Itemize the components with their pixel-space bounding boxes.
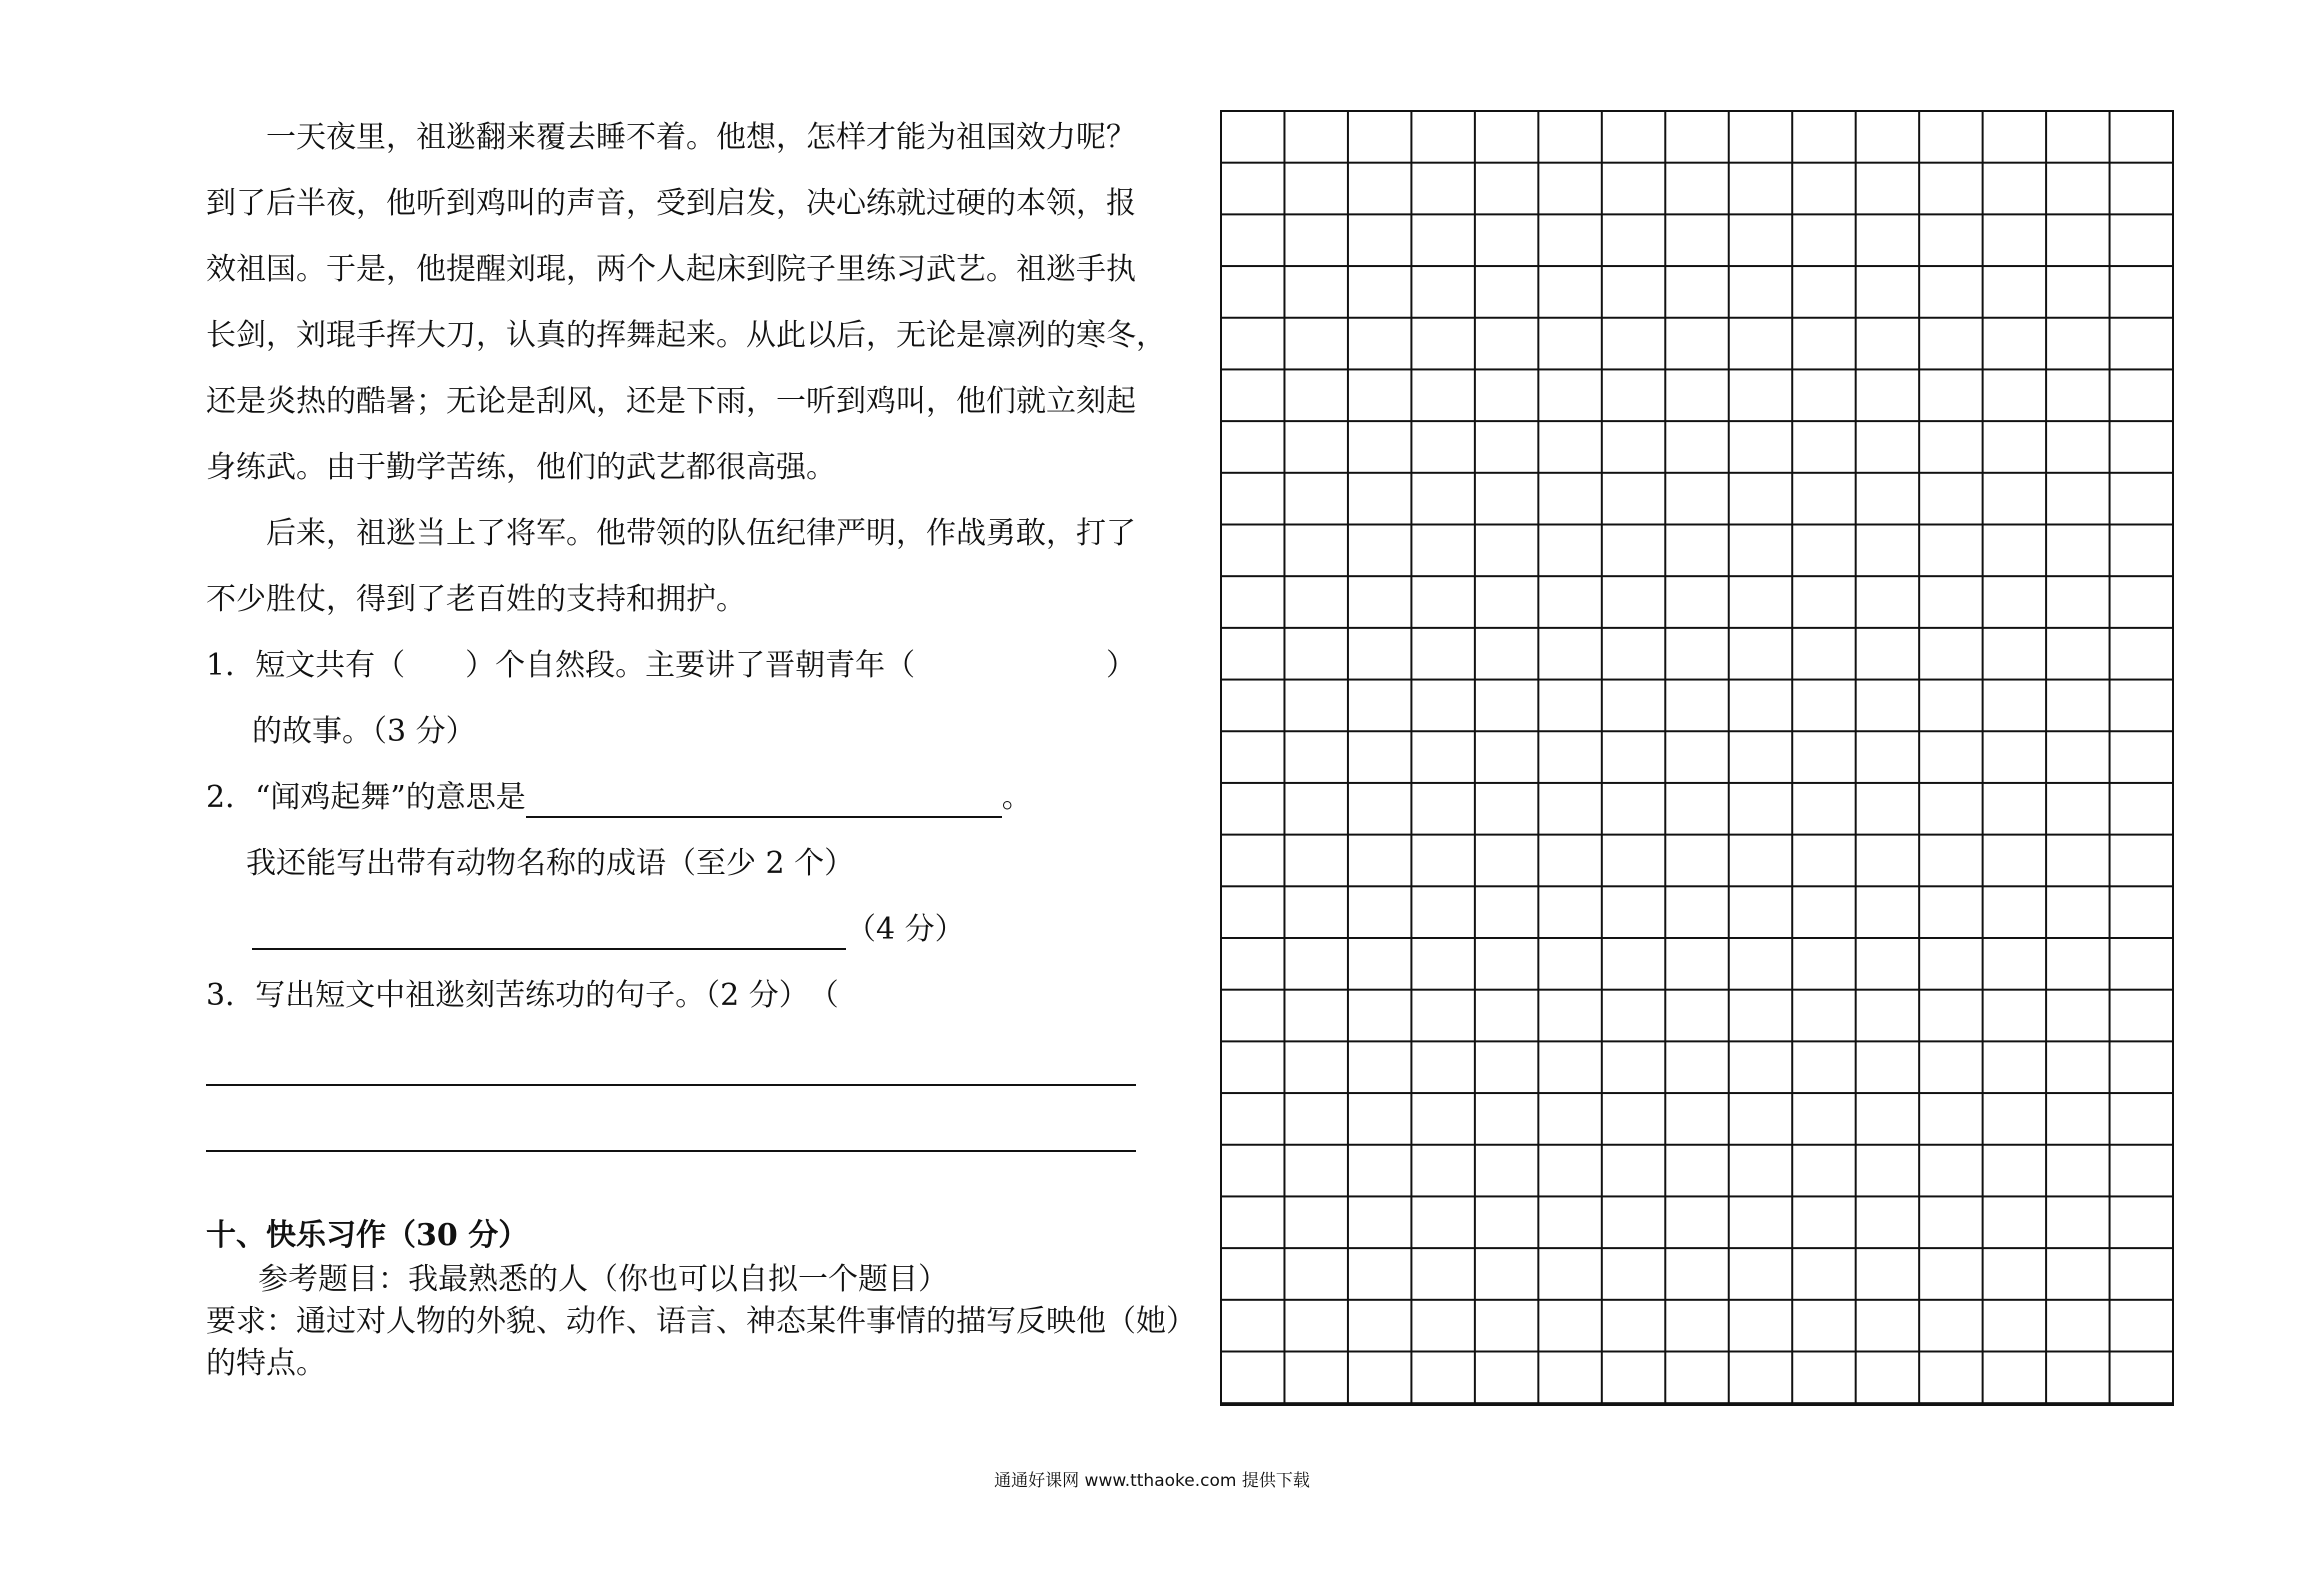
- section-10-requirement-cont: 的特点。: [206, 1346, 326, 1381]
- question-2-idioms: [252, 910, 965, 950]
- question-2-period: 。: [1001, 780, 1032, 815]
- passage-line: 长剑，刘琨手挥大刀，认真的挥舞起来。从此以后，无论是凛冽的寒冬，: [206, 318, 1166, 353]
- answer-blank[interactable]: [252, 918, 846, 950]
- section-10-heading: 十、快乐习作（30 分）: [206, 1218, 529, 1253]
- question-1-suffix: 的故事。（3 分）: [252, 714, 476, 749]
- passage-line: 后来，祖逖当上了将军。他带领的队伍纪律严明，作战勇敢，打了: [206, 516, 1136, 551]
- question-2-text: 2．“闻鸡起舞”的意思是: [206, 780, 526, 815]
- section-10-topic: 参考题目：我最熟悉的人（你也可以自拟一个题目）: [258, 1262, 948, 1297]
- question-1-text: 1．短文共有（ ）个自然段。主要讲了晋朝青年（: [206, 648, 916, 683]
- passage-line: 还是炎热的酷暑；无论是刮风，还是下雨，一听到鸡叫，他们就立刻起: [206, 384, 1136, 419]
- answer-blank[interactable]: [526, 786, 1002, 818]
- passage-line: 一天夜里，祖逖翻来覆去睡不着。他想，怎样才能为祖国效力呢？: [206, 120, 1136, 155]
- composition-grid[interactable]: [1220, 110, 2174, 1406]
- question-2-score: （4 分）: [846, 912, 965, 947]
- passage-line: 身练武。由于勤学苦练，他们的武艺都很高强。: [206, 450, 836, 485]
- answer-line[interactable]: [206, 1084, 1136, 1086]
- passage-line: 效祖国。于是，他提醒刘琨，两个人起床到院子里练习武艺。祖逖手执: [206, 252, 1136, 287]
- question-3: 3．写出短文中祖逖刻苦练功的句子。（2 分） （: [206, 978, 839, 1013]
- section-10-requirement: 要求：通过对人物的外貌、动作、语言、神态某件事情的描写反映他（她）: [206, 1304, 1196, 1339]
- passage-line: 到了后半夜，他听到鸡叫的声音，受到启发，决心练就过硬的本领，报: [206, 186, 1136, 221]
- answer-line[interactable]: [206, 1150, 1136, 1152]
- passage-line: 不少胜仗，得到了老百姓的支持和拥护。: [206, 582, 746, 617]
- question-1: [206, 646, 1136, 686]
- question-1-close: ）: [1106, 648, 1136, 683]
- question-2-idiom-prompt: 我还能写出带有动物名称的成语（至少 2 个）: [246, 846, 855, 881]
- footer-credit: 通通好课网 www.tthaoke.com 提供下载: [994, 1471, 1310, 1491]
- question-2: [206, 778, 1032, 818]
